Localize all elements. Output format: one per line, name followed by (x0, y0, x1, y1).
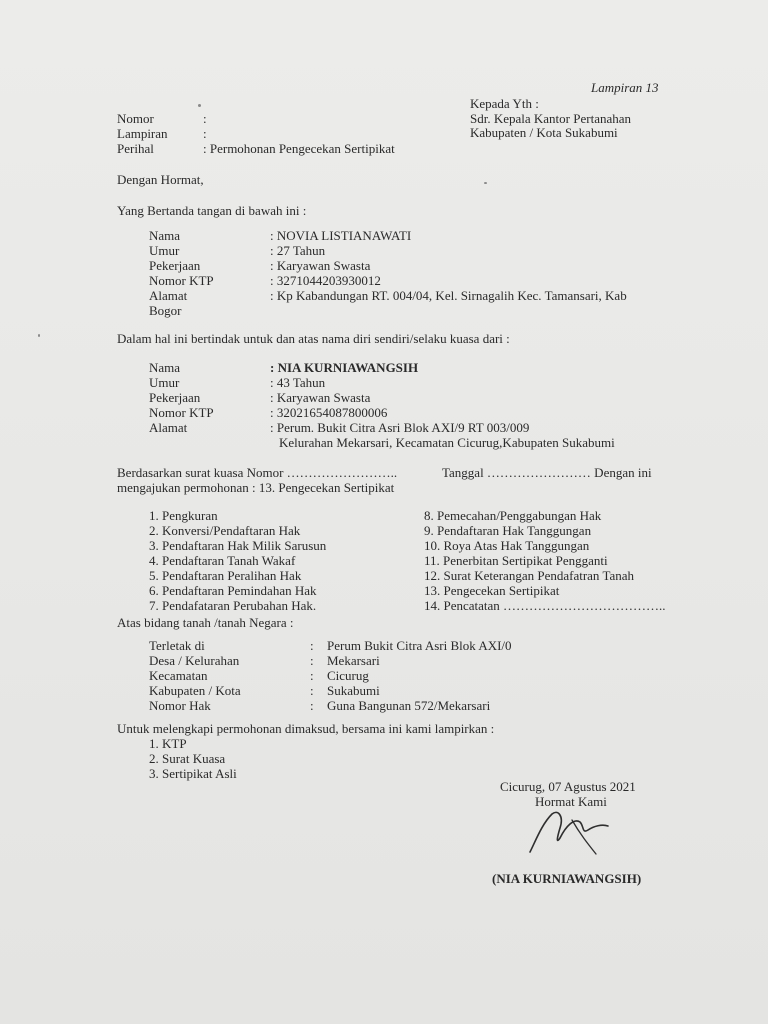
option-item: 4. Pendaftaran Tanah Wakaf (149, 553, 296, 568)
attach-intro: Untuk melengkapi permohonan dimaksud, bersama ini kami lampirkan : (117, 721, 495, 736)
option-item: 6. Pendaftaran Pemindahan Hak (149, 583, 317, 598)
option-item: 11. Penerbitan Sertipikat Pengganti (424, 553, 608, 568)
principal-value: : Perum. Bukit Citra Asri Blok AXI/9 RT 003/009 (270, 420, 530, 435)
principal-value: : Karyawan Swasta (270, 390, 371, 405)
lampiran-label: Lampiran 13 (591, 80, 659, 95)
place-date: Cicurug, 07 Agustus 2021 (500, 779, 636, 794)
land-label: Nomor Hak (149, 698, 211, 713)
option-item: 9. Pendaftaran Hak Tanggungan (424, 523, 592, 538)
based-on-line-1b: Tanggal …………………… Dengan ini (442, 465, 652, 480)
principal-value: : 32021654087800006 (270, 405, 388, 420)
applicant-label: Pekerjaan (149, 258, 201, 273)
option-item: 13. Pengecekan Sertipikat (424, 583, 560, 598)
option-item: 1. Pengkuran (149, 508, 218, 523)
principal-label: Nama (149, 360, 181, 375)
applicant-label: Nomor KTP (149, 273, 214, 288)
applicant-label: Umur (149, 243, 180, 258)
regards-text: Hormat Kami (535, 794, 607, 809)
applicant-value: : Karyawan Swasta (270, 258, 371, 273)
land-label: Desa / Kelurahan (149, 653, 240, 668)
perihal-label: Perihal (117, 141, 154, 156)
land-label: Kecamatan (149, 668, 208, 683)
nomor-label: Nomor (117, 111, 154, 126)
attachment-item: 3. Sertipikat Asli (149, 766, 237, 781)
principal-label: Nomor KTP (149, 405, 214, 420)
option-item: 7. Pendafataran Perubahan Hak. (149, 598, 317, 613)
land-sep: : (310, 653, 314, 668)
land-value: Sukabumi (327, 683, 380, 698)
option-item: 8. Pemecahan/Penggabungan Hak (424, 508, 602, 523)
scan-speck (484, 182, 487, 184)
based-on-line-1a: Berdasarkan surat kuasa Nomor …………………….. (117, 465, 398, 480)
perihal-value: : Permohonan Pengecekan Sertipikat (203, 141, 395, 156)
intro-text: Yang Bertanda tangan di bawah ini : (117, 203, 307, 218)
applicant-label: Nama (149, 228, 181, 243)
based-on-line-2: mengajukan permohonan : 13. Pengecekan Sertipikat (117, 480, 395, 495)
land-value: Guna Bangunan 572/Mekarsari (327, 698, 491, 713)
land-value: Perum Bukit Citra Asri Blok AXI/0 (327, 638, 512, 653)
option-item: 2. Konversi/Pendaftaran Hak (149, 523, 301, 538)
principal-address-cont: Kelurahan Mekarsari, Kecamatan Cicurug,Kabupaten Sukabumi (279, 435, 615, 450)
option-item: 14. Pencatatan ……………………………….. (424, 598, 666, 613)
greeting: Dengan Hormat, (117, 172, 204, 187)
land-sep: : (310, 638, 314, 653)
applicant-address-cont: Bogor (149, 303, 182, 318)
land-intro: Atas bidang tanah /tanah Negara : (117, 615, 294, 630)
recipient-line-1: Kepada Yth : (470, 96, 539, 111)
attachment-item: 2. Surat Kuasa (149, 751, 226, 766)
land-sep: : (310, 683, 314, 698)
nomor-sep: : (203, 111, 207, 126)
principal-label: Pekerjaan (149, 390, 201, 405)
land-sep: : (310, 698, 314, 713)
applicant-value: : 27 Tahun (270, 243, 326, 258)
principal-label: Umur (149, 375, 180, 390)
option-item: 10. Roya Atas Hak Tanggungan (424, 538, 590, 553)
principal-value: : 43 Tahun (270, 375, 326, 390)
applicant-label: Alamat (149, 288, 188, 303)
option-item: 12. Surat Keterangan Pendafatran Tanah (424, 568, 635, 583)
option-item: 5. Pendaftaran Peralihan Hak (149, 568, 302, 583)
land-value: Cicurug (327, 668, 369, 683)
recipient-line-3: Kabupaten / Kota Sukabumi (470, 125, 618, 140)
land-sep: : (310, 668, 314, 683)
option-item: 3. Pendaftaran Hak Milik Sarusun (149, 538, 327, 553)
applicant-value: : 3271044203930012 (270, 273, 381, 288)
scan-speck (38, 334, 40, 337)
on-behalf-text: Dalam hal ini bertindak untuk dan atas nama diri sendiri/selaku kuasa dari : (117, 331, 510, 346)
applicant-value: : Kp Kabandungan RT. 004/04, Kel. Sirnagalih Kec. Tamansari, Kab (270, 288, 627, 303)
principal-label: Alamat (149, 420, 188, 435)
land-value: Mekarsari (327, 653, 380, 668)
signature-image (522, 800, 612, 860)
recipient-line-2: Sdr. Kepala Kantor Pertanahan (470, 111, 632, 126)
signer-name: (NIA KURNIAWANGSIH) (492, 871, 642, 886)
land-label: Kabupaten / Kota (149, 683, 241, 698)
lampiran-meta-label: Lampiran (117, 126, 168, 141)
applicant-value: : NOVIA LISTIANAWATI (270, 228, 412, 243)
principal-value: : NIA KURNIAWANGSIH (270, 360, 419, 375)
lampiran-meta-sep: : (203, 126, 207, 141)
land-label: Terletak di (149, 638, 205, 653)
scan-speck (198, 104, 201, 107)
attachment-item: 1. KTP (149, 736, 187, 751)
